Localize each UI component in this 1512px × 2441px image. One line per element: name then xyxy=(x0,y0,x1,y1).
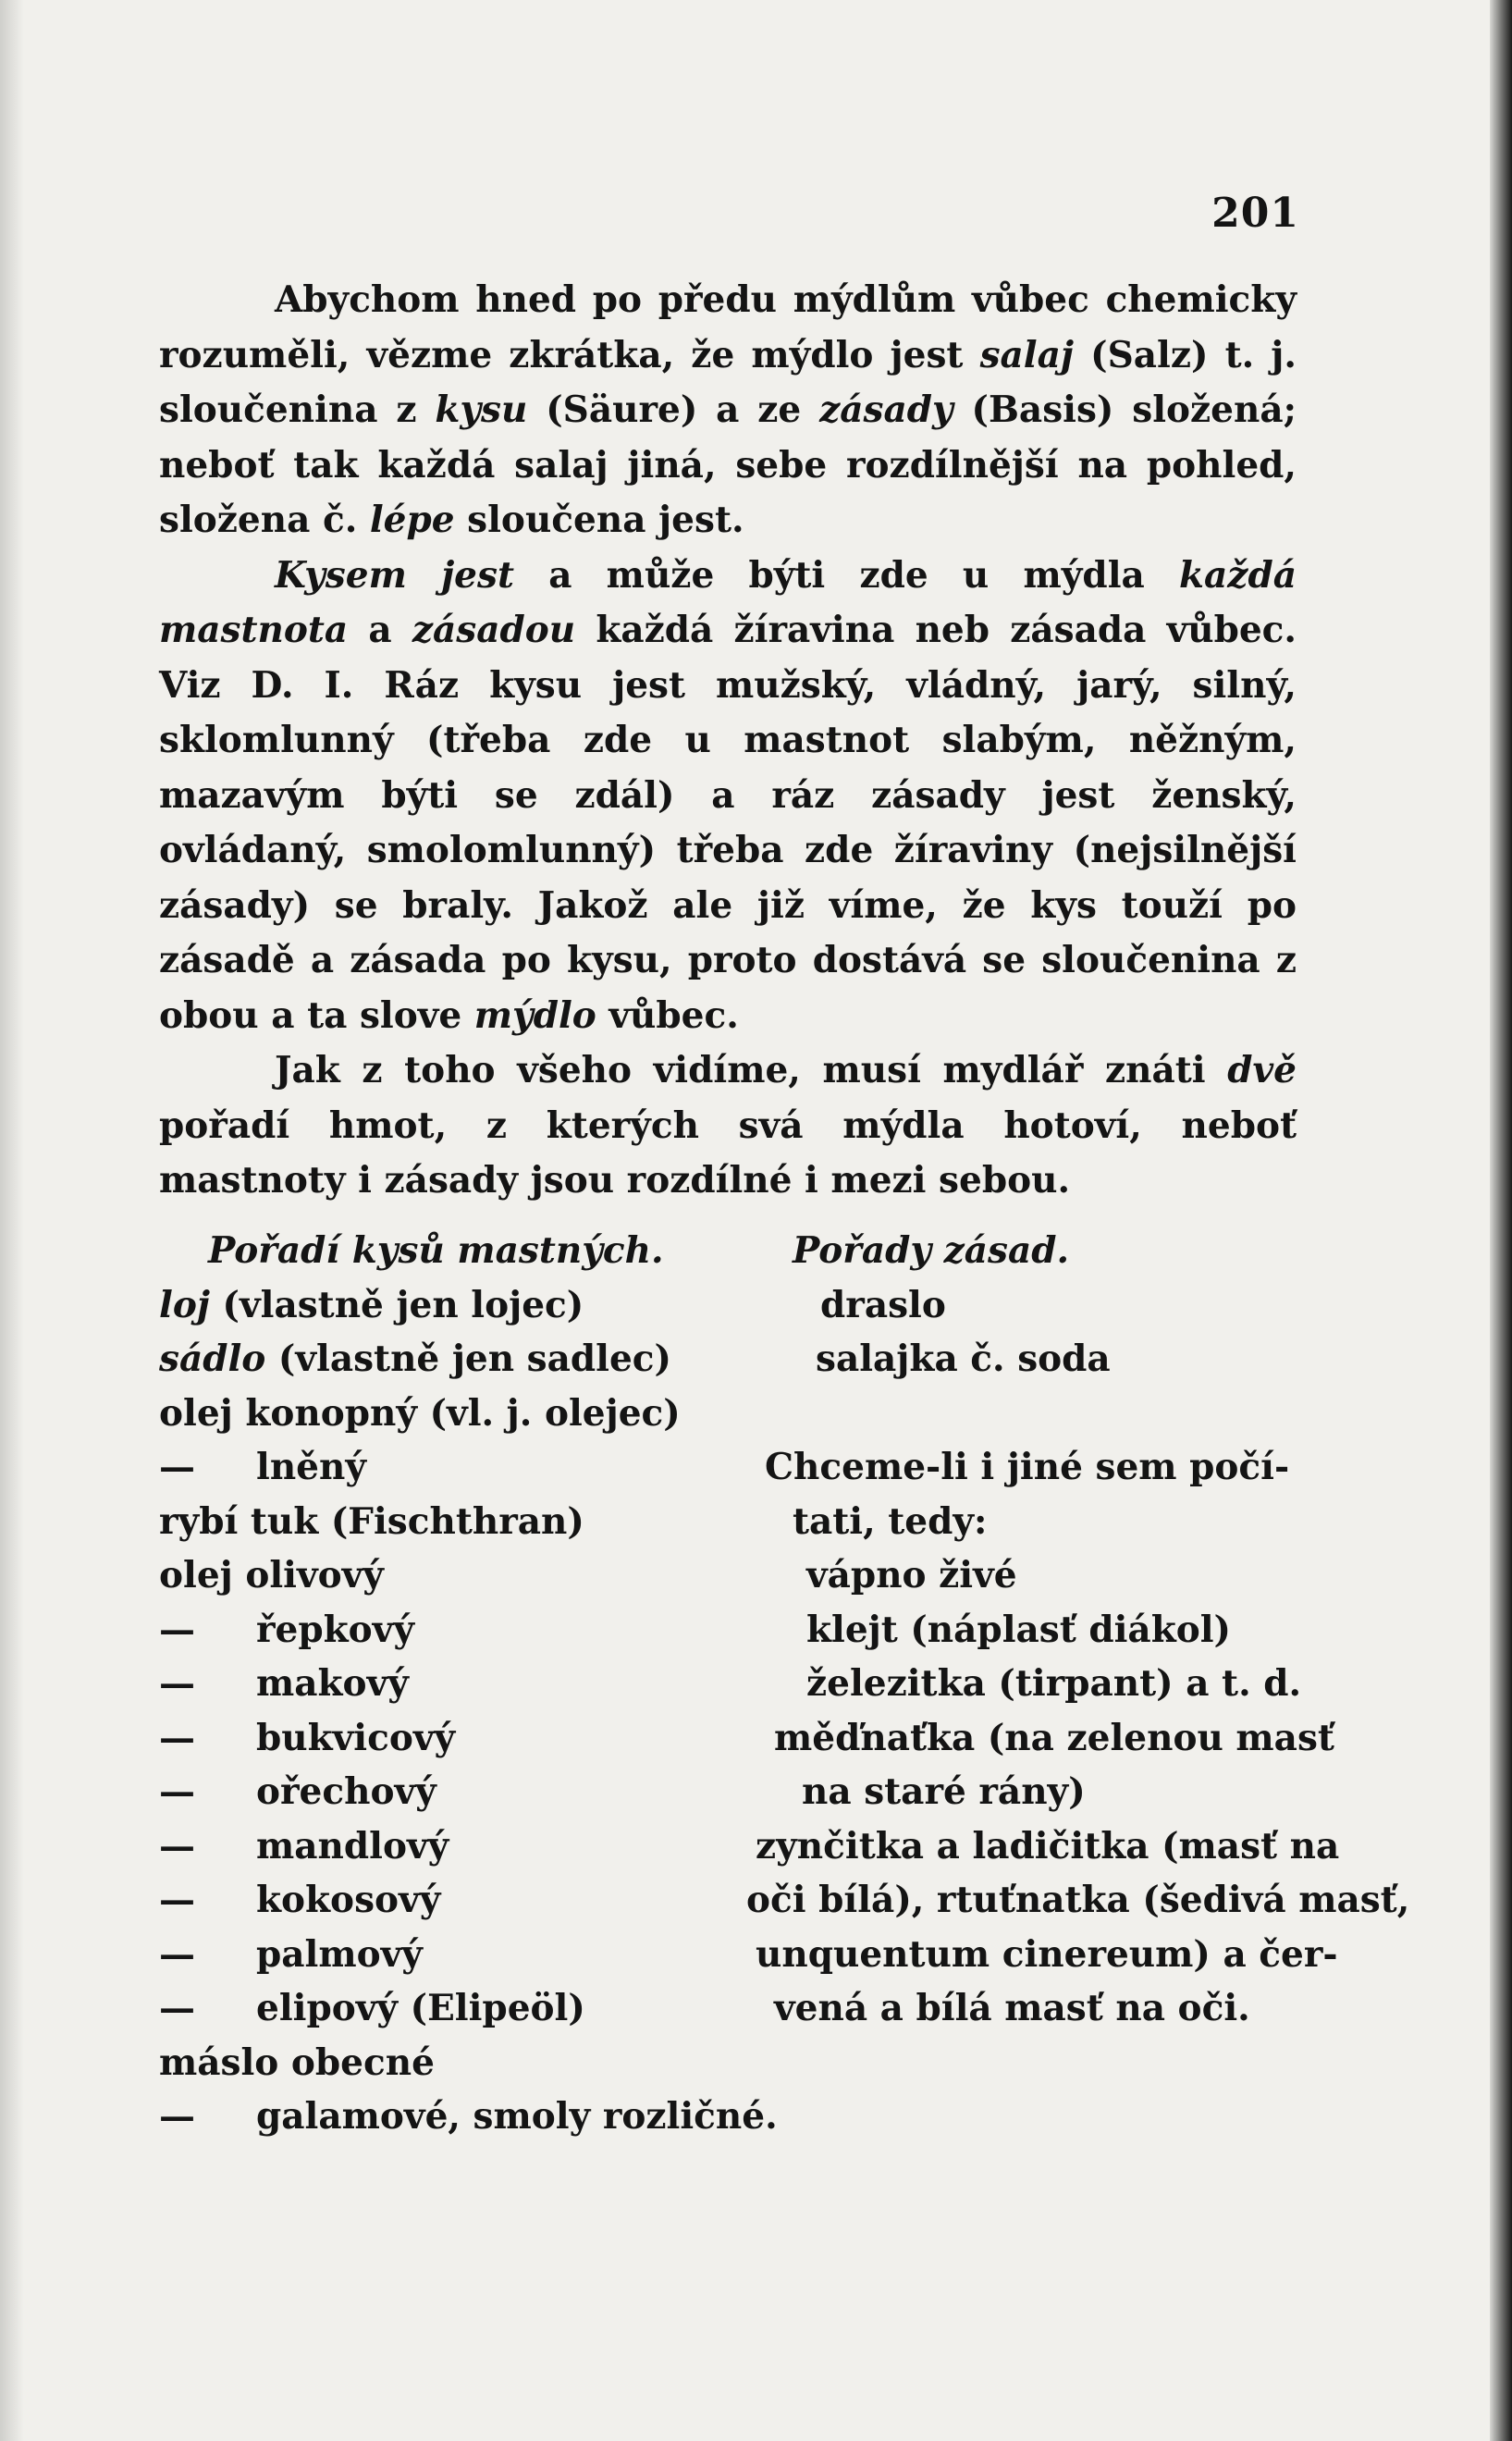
base-list-heading: Pořady zásad. xyxy=(793,1229,1070,1272)
text-run: Abychom hned po předu mýdlům vůbec chemicky rozuměli, vězme zkrátka, že mýdlo jest xyxy=(159,278,1297,376)
italic-term: zásadou xyxy=(412,609,576,651)
item-text: (vlastně jen sadlec) xyxy=(265,1338,672,1380)
italic-term: lépe xyxy=(369,499,455,541)
list-item: železitka (tirpant) a t. d. xyxy=(806,1662,1302,1705)
list-item: klejt (náplasť diákol) xyxy=(806,1608,1231,1651)
paragraph-3 xyxy=(159,1043,1297,1209)
list-item: tati, tedy: xyxy=(793,1499,988,1543)
list-item: zynčitka a ladičitka (masť na xyxy=(756,1824,1340,1868)
item-text: lněný xyxy=(256,1446,366,1488)
list-item xyxy=(159,1332,788,1387)
list-item xyxy=(159,2090,788,2144)
ditto-dash: — xyxy=(159,1770,195,1813)
text-run: každá žíravina neb zásada vůbec. Viz D. I. Ráz kysu jest mužský, vládný, jarý, silný, sklomlunný (třeba zde u mastnot slabým, něžným, mazavým býti se zdál) a ráz zásady jest ženský, ovládaný, smolomlunný) třeba zde žíraviny (nejsilnější zásady) se braly. Jakož ale již víme, že kys touží po zásadě a zásada po kysu, proto dostává se sloučenina z obou a ta slove xyxy=(159,609,1297,1037)
list-item xyxy=(159,1981,788,2036)
item-name: sádlo xyxy=(159,1338,266,1380)
ditto-dash: — xyxy=(159,2095,195,2138)
list-item xyxy=(756,1387,1310,1441)
italic-term: mýdlo xyxy=(473,993,596,1037)
italic-term: Kysem jest xyxy=(275,553,514,597)
body-text xyxy=(159,273,1297,1209)
item-text: (vlastně jen lojec) xyxy=(209,1283,584,1326)
list-item xyxy=(159,1711,788,1766)
acid-list-heading: Pořadí kysů mastných. xyxy=(208,1229,664,1272)
list-item: na staré rány) xyxy=(802,1770,1086,1813)
text-run: sloučena jest. xyxy=(454,499,744,541)
item-text: palmový xyxy=(256,1932,423,1976)
ditto-dash: — xyxy=(159,1446,195,1488)
item-text: elipový (Elipeöl) xyxy=(256,1987,585,2029)
ditto-dash: — xyxy=(159,1716,195,1759)
list-item: měďnaťka (na zelenou masť xyxy=(774,1716,1334,1759)
ditto-dash: — xyxy=(159,1987,195,2029)
list-item: vápno živé xyxy=(806,1554,1017,1597)
text-run: pořadí hmot, z kterých svá mýdla hotoví, neboť mastnoty i zásady jsou rozdílné i mezi sebou. xyxy=(159,1103,1297,1202)
ditto-dash: — xyxy=(159,1824,195,1868)
list-item: Chceme-li i jiné sem počí- xyxy=(765,1446,1290,1488)
list-item xyxy=(159,1819,788,1874)
item-text: kokosový xyxy=(256,1879,441,1921)
text-run: (Basis) složená; neboť tak každá salaj jiná, sebe rozdílnější na pohled, složena č. xyxy=(159,388,1297,541)
item-text: ořechový xyxy=(256,1770,436,1813)
italic-term: zásady xyxy=(819,388,953,431)
text-run: (Salz) t. j. sloučenina z xyxy=(159,333,1297,431)
text-run: Jak z toho všeho vidíme, musí mydlář znáti xyxy=(275,1049,1228,1091)
list-item xyxy=(159,1765,788,1819)
page-number: 201 xyxy=(1211,190,1299,237)
list-item: olej olivový xyxy=(159,1554,384,1597)
item-text: mandlový xyxy=(256,1824,449,1868)
item-text: makový xyxy=(256,1662,409,1705)
text-run: a xyxy=(348,609,412,651)
list-item xyxy=(159,1278,788,1333)
text-run: (Säure) a ze xyxy=(527,388,820,431)
list-item: vená a bílá masť na oči. xyxy=(774,1987,1250,2029)
text-run: vůbec. xyxy=(596,993,739,1037)
list-item: máslo obecné xyxy=(159,2040,435,2084)
ditto-dash: — xyxy=(159,1932,195,1976)
ditto-dash: — xyxy=(159,1662,195,1705)
list-item xyxy=(159,1657,788,1711)
page-right-edge xyxy=(1490,0,1512,2441)
italic-term: salaj xyxy=(979,333,1075,376)
acid-list xyxy=(159,1224,788,2144)
italic-term: kysu xyxy=(435,388,528,431)
item-text: řepkový xyxy=(256,1608,414,1651)
paragraph-2 xyxy=(159,549,1297,1044)
list-item: draslo xyxy=(820,1283,946,1326)
paragraph-1 xyxy=(159,273,1297,549)
italic-term: dvě xyxy=(1227,1049,1297,1091)
list-item xyxy=(159,1440,788,1495)
list-item: oči bílá), rtuťnatka (šedivá masť, xyxy=(746,1879,1410,1921)
list-item: olej konopný (vl. j. olejec) xyxy=(159,1391,681,1435)
item-name: loj xyxy=(159,1283,210,1326)
list-item xyxy=(159,1603,788,1658)
italic-term: každá mastnota xyxy=(159,553,1297,651)
ditto-dash: — xyxy=(159,1608,195,1651)
list-item: unquentum cinereum) a čer- xyxy=(756,1932,1338,1976)
list-item: salajka č. soda xyxy=(816,1338,1111,1380)
page-left-edge xyxy=(0,0,24,2441)
item-text: bukvicový xyxy=(256,1716,456,1759)
list-item: rybí tuk (Fischthran) xyxy=(159,1499,584,1543)
list-item xyxy=(159,1928,788,1982)
base-list xyxy=(746,1224,1410,2036)
ditto-dash: — xyxy=(159,1879,195,1921)
item-text: galamové, smoly rozličné. xyxy=(256,2095,778,2138)
text-run: a může býti zde u mýdla xyxy=(513,553,1180,597)
list-item xyxy=(159,1873,788,1928)
